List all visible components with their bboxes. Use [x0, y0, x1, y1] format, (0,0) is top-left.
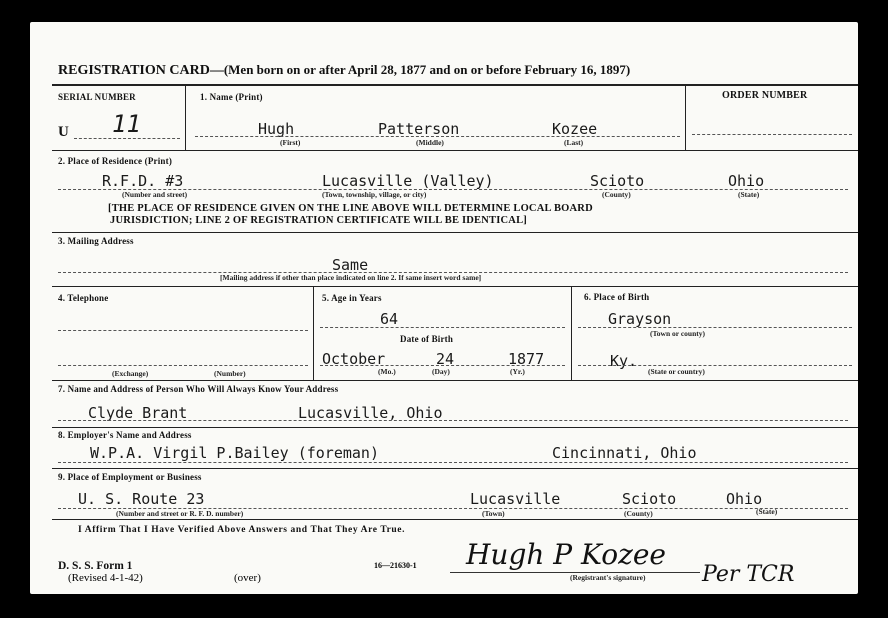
residence-note-1: [THE PLACE OF RESIDENCE GIVEN ON THE LINE ABOVE WILL DETERMINE LOCAL BOARD [108, 203, 593, 214]
form-revised: (Revised 4-1-42) [68, 572, 143, 584]
affirmation-text: I Affirm That I Have Verified Above Answers and That They Are True. [78, 525, 406, 535]
age-line [320, 327, 565, 328]
serial-prefix: U [58, 124, 69, 140]
employment-county: Scioto [622, 490, 677, 508]
rule-5 [52, 427, 858, 428]
contact-label: 7. Name and Address of Person Who Will Always Know Your Address [58, 384, 339, 394]
dob-day-label: (Day) [432, 367, 450, 376]
telephone-number-label: (Number) [214, 369, 246, 378]
residence-town-label: (Town, township, village, or city) [322, 190, 427, 199]
employment-town: Lucasville [470, 490, 561, 508]
contact-name: Clyde Brant [88, 404, 188, 422]
rule-1 [52, 150, 858, 151]
name-label: 1. Name (Print) [200, 92, 263, 102]
telephone-line-2 [58, 365, 308, 366]
birthplace-label: 6. Place of Birth [584, 292, 650, 302]
residence-state-label: (State) [738, 190, 760, 199]
dob-month: October [322, 350, 386, 368]
serial-value: 11 [112, 110, 141, 138]
employment-state-label: (State) [756, 507, 778, 516]
per-initials: Per TCR [702, 562, 795, 587]
dob-year-label: (Yr.) [510, 367, 525, 376]
employment-state: Ohio [726, 490, 763, 508]
form-name: D. S. S. Form 1 [58, 560, 133, 572]
name-last: Kozee [552, 120, 598, 138]
birthplace-line [578, 327, 852, 328]
age-label: 5. Age in Years [322, 293, 382, 303]
mailing-value: Same [332, 256, 369, 274]
name-last-label: (Last) [564, 138, 584, 147]
dob-year: 1877 [508, 350, 545, 368]
residence-county: Scioto [590, 172, 645, 190]
birthplace-town: Grayson [608, 310, 672, 328]
card-title [58, 62, 630, 79]
residence-note-2: JURISDICTION; LINE 2 OF REGISTRATION CERTIFICATE WILL BE IDENTICAL] [110, 215, 527, 226]
birthplace-state: Ky. [610, 352, 638, 370]
title-sub: (Men born on or after April 28, 1877 and on or before February 16, 1897) [223, 62, 631, 77]
rule-6 [52, 468, 858, 469]
order-number-label: ORDER NUMBER [722, 90, 808, 101]
rule-3 [52, 286, 858, 287]
age-value: 64 [380, 310, 399, 328]
rule-top [52, 84, 858, 86]
name-middle: Patterson [378, 120, 460, 138]
telephone-label: 4. Telephone [58, 293, 109, 303]
employment-town-label: (Town) [482, 509, 505, 518]
rule-serial [185, 84, 186, 150]
rule-4 [52, 380, 858, 381]
serial-line [74, 138, 180, 139]
form-code: 16—21630-1 [374, 561, 417, 570]
residence-town: Lucasville (Valley) [322, 172, 494, 190]
employment-street: U. S. Route 23 [78, 490, 205, 508]
dob-label: Date of Birth [400, 334, 454, 344]
residence-street-label: (Number and street) [122, 190, 188, 199]
birthplace-state-label: (State or country) [648, 367, 705, 376]
order-line [692, 134, 852, 135]
mailing-note: [Mailing address if other than place indicated on line 2. If same insert word same] [220, 273, 482, 282]
name-middle-label: (Middle) [416, 138, 444, 147]
employer-line [58, 462, 848, 463]
name-first-label: (First) [280, 138, 301, 147]
dob-line [320, 365, 565, 366]
residence-label: 2. Place of Residence (Print) [58, 156, 173, 166]
registration-card [30, 22, 858, 594]
dob-month-label: (Mo.) [378, 367, 396, 376]
mailing-label: 3. Mailing Address [58, 236, 134, 246]
residence-street: R.F.D. #3 [102, 172, 184, 190]
employment-label: 9. Place of Employment or Business [58, 472, 202, 482]
registrant-signature: Hugh P Kozee [466, 538, 666, 571]
contact-address: Lucasville, Ohio [298, 404, 443, 422]
telephone-exchange-label: (Exchange) [112, 369, 149, 378]
rule-7 [52, 519, 858, 520]
rule-birth [571, 286, 572, 380]
contact-line [58, 420, 848, 421]
residence-state: Ohio [728, 172, 765, 190]
serial-label: SERIAL NUMBER [58, 92, 136, 102]
employer-name: W.P.A. Virgil P.Bailey (foreman) [90, 444, 379, 462]
employer-city: Cincinnati, Ohio [552, 444, 697, 462]
birthplace-town-label: (Town or county) [650, 329, 706, 338]
telephone-line-1 [58, 330, 308, 331]
rule-age [313, 286, 314, 380]
birthplace-state-line [578, 365, 852, 366]
employer-label: 8. Employer's Name and Address [58, 430, 192, 440]
rule-order [685, 84, 686, 150]
signature-label: (Registrant's signature) [570, 573, 646, 582]
form-over: (over) [234, 572, 261, 584]
title-main: REGISTRATION CARD— [58, 63, 224, 78]
name-first: Hugh [258, 120, 295, 138]
employment-street-label: (Number and street or R. F. D. number) [116, 509, 244, 518]
residence-county-label: (County) [602, 190, 631, 199]
rule-2 [52, 232, 858, 233]
name-line [195, 136, 680, 137]
employment-county-label: (County) [624, 509, 653, 518]
dob-day: 24 [436, 350, 455, 368]
